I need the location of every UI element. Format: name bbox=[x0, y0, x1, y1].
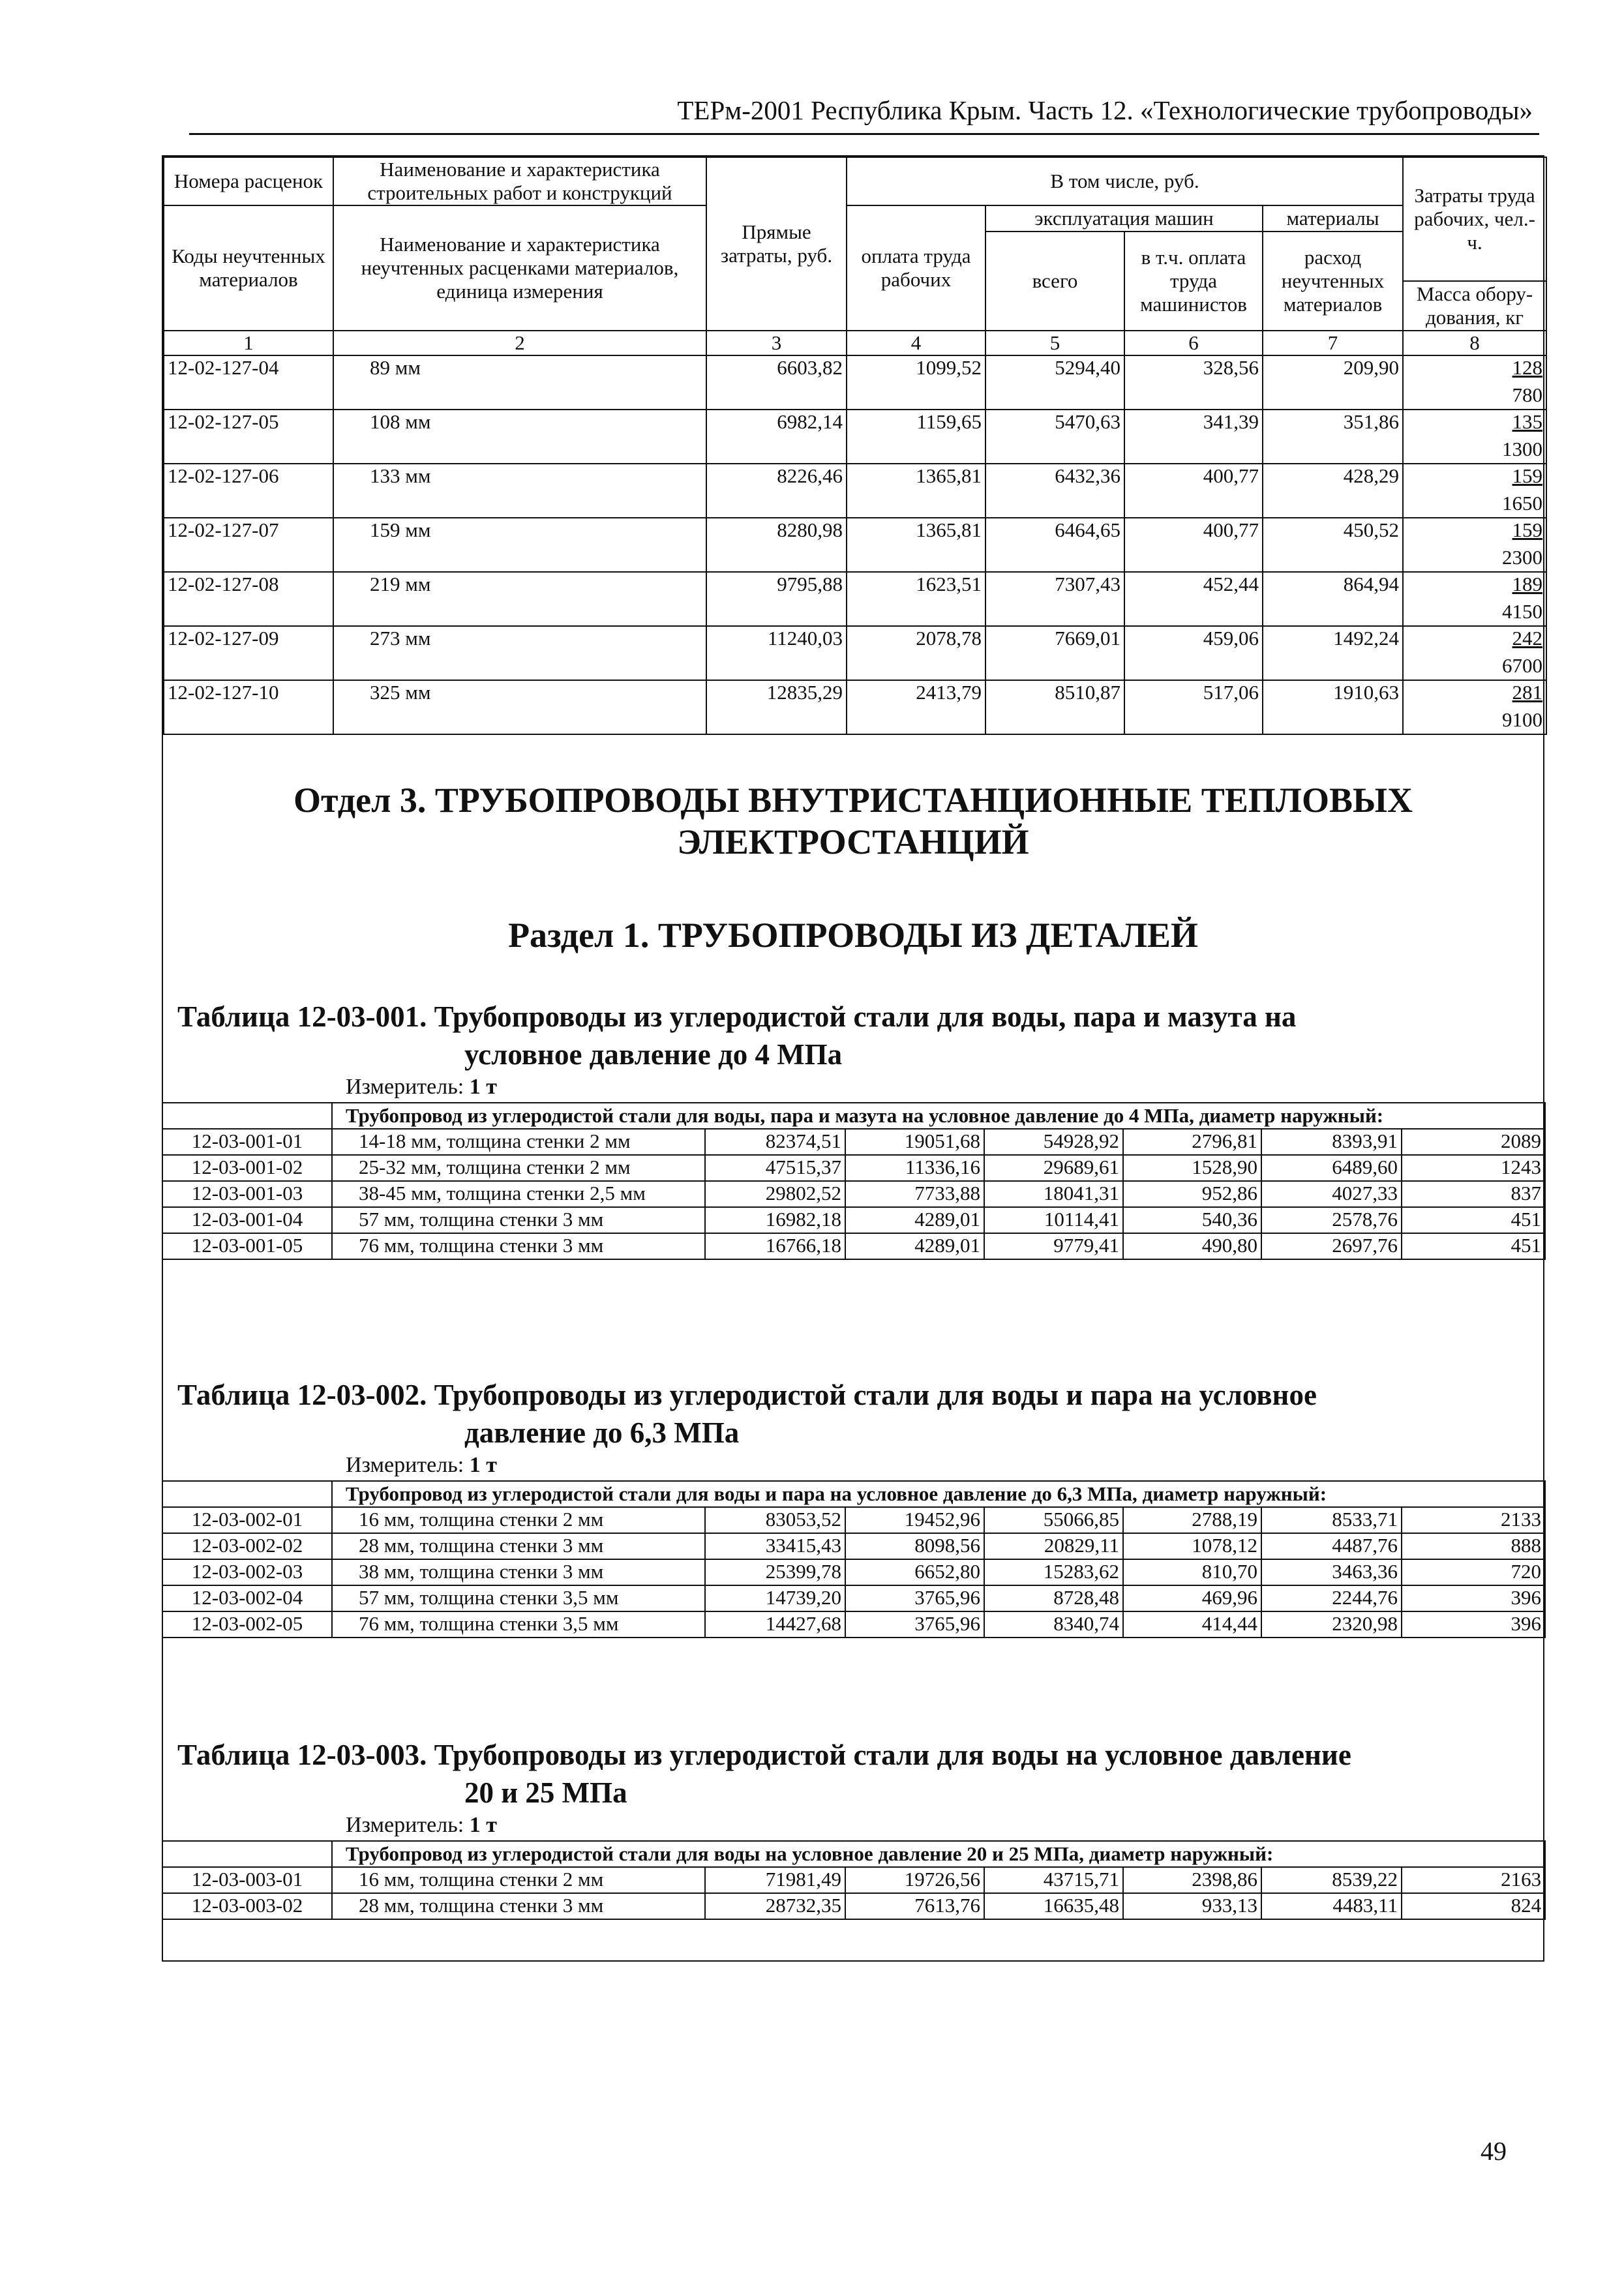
direct-cost: 11240,03 bbox=[706, 626, 847, 680]
work-name: 25-32 мм, толщина стенки 2 мм bbox=[332, 1155, 705, 1181]
labor-hours: 2089 bbox=[1402, 1129, 1545, 1155]
table-caption: Трубопровод из углеродистой стали для воды и пара на условное давление до 6,3 МПа, диаметр наружный: bbox=[332, 1481, 1545, 1507]
table-row bbox=[162, 1893, 1545, 1919]
work-name: 14-18 мм, толщина стенки 2 мм bbox=[332, 1129, 705, 1155]
caption-row bbox=[162, 1841, 1545, 1867]
machinist-pay: 933,13 bbox=[1123, 1893, 1261, 1919]
rate-code: 12-03-001-05 bbox=[162, 1233, 332, 1259]
table-row bbox=[162, 1585, 1545, 1611]
labor-hours: 396 bbox=[1402, 1611, 1545, 1638]
table-caption: Трубопровод из углеродистой стали для воды на условное давление 20 и 25 МПа, диаметр наружный: bbox=[332, 1841, 1545, 1867]
equipment-mass: 1650 bbox=[1403, 492, 1546, 518]
table-row bbox=[162, 1867, 1545, 1893]
labor-pay: 1099,52 bbox=[847, 355, 985, 410]
work-name: 16 мм, толщина стенки 2 мм bbox=[332, 1507, 705, 1533]
work-name: 57 мм, толщина стенки 3 мм bbox=[332, 1207, 705, 1233]
table-row bbox=[162, 1533, 1545, 1559]
rate-code: 12-03-002-04 bbox=[162, 1585, 332, 1611]
col-number: 1 bbox=[164, 331, 333, 355]
labor-pay: 1623,51 bbox=[847, 572, 985, 626]
direct-cost: 14739,20 bbox=[705, 1585, 845, 1611]
caption-spacer bbox=[162, 1103, 332, 1129]
labor-hours bbox=[1403, 355, 1546, 383]
header-labor-cost: Затраты труда рабочих, чел.-ч. bbox=[1403, 157, 1546, 281]
rate-code: 12-03-001-01 bbox=[162, 1129, 332, 1155]
header-materials-unaccounted: расход неучтенных материалов bbox=[1263, 232, 1403, 331]
labor-hours: 451 bbox=[1402, 1207, 1545, 1233]
materials-cost: 2578,76 bbox=[1261, 1207, 1402, 1233]
table-row bbox=[162, 1181, 1545, 1207]
header-equipment-mass: Масса обору-дования, кг bbox=[1403, 281, 1546, 331]
header-machine-total: всего bbox=[985, 232, 1124, 331]
machinist-pay: 517,06 bbox=[1124, 680, 1263, 734]
col-number: 5 bbox=[985, 331, 1124, 355]
rate-code: 12-03-003-02 bbox=[162, 1893, 332, 1919]
table-caption: Трубопровод из углеродистой стали для воды, пара и мазута на условное давление до 4 МПа, диаметр наружный: bbox=[332, 1103, 1545, 1129]
materials-cost: 428,29 bbox=[1263, 464, 1403, 518]
direct-cost: 83053,52 bbox=[705, 1507, 845, 1533]
materials-cost: 2320,98 bbox=[1261, 1611, 1402, 1638]
labor-hours-value: 281 bbox=[1512, 681, 1543, 704]
labor-hours-value: 128 bbox=[1512, 356, 1543, 379]
labor-hours-value: 159 bbox=[1512, 464, 1543, 487]
work-name: 76 мм, толщина стенки 3 мм bbox=[332, 1233, 705, 1259]
measure-unit: Измеритель: 1 т bbox=[346, 1813, 497, 1837]
labor-hours: 837 bbox=[1402, 1181, 1545, 1207]
machine-cost: 16635,48 bbox=[984, 1893, 1123, 1919]
direct-cost: 47515,37 bbox=[705, 1155, 845, 1181]
labor-pay: 19051,68 bbox=[845, 1129, 984, 1155]
col-number: 3 bbox=[706, 331, 847, 355]
measure-unit: Измеритель: 1 т bbox=[346, 1453, 497, 1477]
work-name: 76 мм, толщина стенки 3,5 мм bbox=[332, 1611, 705, 1638]
work-name: 28 мм, толщина стенки 3 мм bbox=[332, 1533, 705, 1559]
machinist-pay: 328,56 bbox=[1124, 355, 1263, 410]
materials-cost: 1492,24 bbox=[1263, 626, 1403, 680]
work-name: 219 мм bbox=[333, 572, 706, 626]
materials-cost: 4483,11 bbox=[1261, 1893, 1402, 1919]
materials-cost: 450,52 bbox=[1263, 518, 1403, 572]
equipment-mass: 6700 bbox=[1403, 654, 1546, 680]
data-table-12-03-003 bbox=[162, 1840, 1546, 1920]
table-row bbox=[162, 1155, 1545, 1181]
direct-cost: 12835,29 bbox=[706, 680, 847, 734]
measure-unit: Измеритель: 1 т bbox=[346, 1075, 497, 1099]
labor-hours: 2163 bbox=[1402, 1867, 1545, 1893]
table-row bbox=[162, 1611, 1545, 1638]
labor-pay: 19452,96 bbox=[845, 1507, 984, 1533]
materials-cost: 8539,22 bbox=[1261, 1867, 1402, 1893]
col-number: 4 bbox=[847, 331, 985, 355]
rate-code: 12-02-127-09 bbox=[164, 626, 333, 680]
work-name: 16 мм, толщина стенки 2 мм bbox=[332, 1867, 705, 1893]
data-table-12-03-002 bbox=[162, 1480, 1546, 1638]
direct-cost: 28732,35 bbox=[705, 1893, 845, 1919]
header-rate-numbers: Номера расценок bbox=[164, 157, 333, 205]
labor-pay: 3765,96 bbox=[845, 1611, 984, 1638]
labor-hours bbox=[1403, 626, 1546, 654]
machine-cost: 54928,92 bbox=[984, 1129, 1123, 1155]
machine-cost: 18041,31 bbox=[984, 1181, 1123, 1207]
machine-cost: 20829,11 bbox=[984, 1533, 1123, 1559]
machinist-pay: 341,39 bbox=[1124, 410, 1263, 464]
work-name: 38-45 мм, толщина стенки 2,5 мм bbox=[332, 1181, 705, 1207]
machinist-pay: 459,06 bbox=[1124, 626, 1263, 680]
subsection-title: Раздел 1. ТРУБОПРОВОДЫ ИЗ ДЕТАЛЕЙ bbox=[508, 916, 1198, 955]
machine-cost: 5294,40 bbox=[985, 355, 1124, 410]
materials-cost: 2697,76 bbox=[1261, 1233, 1402, 1259]
col-number: 2 bbox=[333, 331, 706, 355]
machinist-pay: 414,44 bbox=[1123, 1611, 1261, 1638]
materials-cost: 8533,71 bbox=[1261, 1507, 1402, 1533]
labor-hours: 888 bbox=[1402, 1533, 1545, 1559]
rate-code: 12-02-127-08 bbox=[164, 572, 333, 626]
table-row bbox=[162, 1129, 1545, 1155]
table-row bbox=[164, 518, 1546, 546]
work-name: 57 мм, толщина стенки 3,5 мм bbox=[332, 1585, 705, 1611]
work-name: 89 мм bbox=[333, 355, 706, 410]
machinist-pay: 490,80 bbox=[1123, 1233, 1261, 1259]
labor-hours-value: 189 bbox=[1512, 573, 1543, 595]
direct-cost: 6603,82 bbox=[706, 355, 847, 410]
header-material-codes: Коды неучтенных материалов bbox=[164, 205, 333, 331]
data-table-12-03-001 bbox=[162, 1102, 1546, 1260]
materials-cost: 6489,60 bbox=[1261, 1155, 1402, 1181]
equipment-mass: 4150 bbox=[1403, 600, 1546, 626]
materials-cost: 2244,76 bbox=[1261, 1585, 1402, 1611]
machine-cost: 8728,48 bbox=[984, 1585, 1123, 1611]
labor-pay: 1159,65 bbox=[847, 410, 985, 464]
machine-cost: 9779,41 bbox=[984, 1233, 1123, 1259]
direct-cost: 82374,51 bbox=[705, 1129, 845, 1155]
labor-pay: 7733,88 bbox=[845, 1181, 984, 1207]
header-materials: материалы bbox=[1263, 205, 1403, 232]
labor-hours: 824 bbox=[1402, 1893, 1545, 1919]
direct-cost: 16766,18 bbox=[705, 1233, 845, 1259]
machine-cost: 55066,85 bbox=[984, 1507, 1123, 1533]
machine-cost: 8510,87 bbox=[985, 680, 1124, 734]
rate-code: 12-03-003-01 bbox=[162, 1867, 332, 1893]
table-title: Таблица 12-03-002. Трубопроводы из углеродистой стали для воды и пара на условное давление до 6,3 МПа bbox=[177, 1379, 1317, 1449]
labor-pay: 1365,81 bbox=[847, 464, 985, 518]
labor-pay: 19726,56 bbox=[845, 1867, 984, 1893]
header-machinist-pay: в т.ч. оплата труда машинистов bbox=[1124, 232, 1263, 331]
header-labor-pay: оплата труда рабочих bbox=[847, 205, 985, 331]
header-number-row bbox=[164, 331, 1546, 355]
rate-code: 12-03-002-02 bbox=[162, 1533, 332, 1559]
labor-pay: 7613,76 bbox=[845, 1893, 984, 1919]
labor-hours bbox=[1403, 680, 1546, 708]
rate-code: 12-03-001-04 bbox=[162, 1207, 332, 1233]
machinist-pay: 952,86 bbox=[1123, 1181, 1261, 1207]
machine-cost: 5470,63 bbox=[985, 410, 1124, 464]
materials-cost: 209,90 bbox=[1263, 355, 1403, 410]
rate-code: 12-03-002-03 bbox=[162, 1559, 332, 1585]
col-number: 8 bbox=[1403, 331, 1546, 355]
labor-hours: 720 bbox=[1402, 1559, 1545, 1585]
running-header: ТЕРм-2001 Республика Крым. Часть 12. «Технологические трубопроводы» bbox=[677, 95, 1533, 125]
materials-cost: 4027,33 bbox=[1261, 1181, 1402, 1207]
header-work-name: Наименование и характеристика строительных работ и конструкций bbox=[333, 157, 706, 205]
labor-hours bbox=[1403, 410, 1546, 438]
equipment-mass: 1300 bbox=[1403, 438, 1546, 464]
labor-hours bbox=[1403, 572, 1546, 600]
direct-cost: 14427,68 bbox=[705, 1611, 845, 1638]
direct-cost: 25399,78 bbox=[705, 1559, 845, 1585]
direct-cost: 6982,14 bbox=[706, 410, 847, 464]
machine-cost: 6464,65 bbox=[985, 518, 1124, 572]
table-row bbox=[164, 464, 1546, 492]
labor-hours-value: 135 bbox=[1512, 410, 1543, 433]
machinist-pay: 2788,19 bbox=[1123, 1507, 1261, 1533]
table-row bbox=[164, 626, 1546, 654]
machinist-pay: 540,36 bbox=[1123, 1207, 1261, 1233]
rate-code: 12-02-127-10 bbox=[164, 680, 333, 734]
machinist-pay: 810,70 bbox=[1123, 1559, 1261, 1585]
labor-pay: 4289,01 bbox=[845, 1233, 984, 1259]
main-table bbox=[163, 157, 1547, 741]
labor-hours bbox=[1403, 464, 1546, 492]
table-title: Таблица 12-03-003. Трубопроводы из углеродистой стали для воды на условное давление 20 и 25 МПа bbox=[177, 1739, 1351, 1809]
equipment-mass: 780 bbox=[1403, 383, 1546, 410]
work-name: 38 мм, толщина стенки 3 мм bbox=[332, 1559, 705, 1585]
direct-cost: 16982,18 bbox=[705, 1207, 845, 1233]
machine-cost: 7307,43 bbox=[985, 572, 1124, 626]
work-name: 28 мм, толщина стенки 3 мм bbox=[332, 1893, 705, 1919]
rate-code: 12-03-002-01 bbox=[162, 1507, 332, 1533]
materials-cost: 3463,36 bbox=[1261, 1559, 1402, 1585]
work-name: 273 мм bbox=[333, 626, 706, 680]
header-including: В том числе, руб. bbox=[847, 157, 1403, 205]
materials-cost: 864,94 bbox=[1263, 572, 1403, 626]
labor-pay: 4289,01 bbox=[845, 1207, 984, 1233]
machinist-pay: 469,96 bbox=[1123, 1585, 1261, 1611]
header-material-name: Наименование и характеристика неучтенных расценками материалов, единица измерения bbox=[333, 205, 706, 331]
labor-hours: 2133 bbox=[1402, 1507, 1545, 1533]
table-row bbox=[162, 1507, 1545, 1533]
filler-cell bbox=[164, 734, 1546, 741]
machinist-pay: 2398,86 bbox=[1123, 1867, 1261, 1893]
table-row bbox=[164, 355, 1546, 383]
work-name: 325 мм bbox=[333, 680, 706, 734]
direct-cost: 8280,98 bbox=[706, 518, 847, 572]
header-machine-operation: эксплуатация машин bbox=[985, 205, 1263, 232]
rate-code: 12-02-127-07 bbox=[164, 518, 333, 572]
page-number: 49 bbox=[1481, 2136, 1507, 2166]
table-127-body bbox=[164, 355, 1546, 741]
machine-cost: 6432,36 bbox=[985, 464, 1124, 518]
direct-cost: 8226,46 bbox=[706, 464, 847, 518]
rate-code: 12-02-127-06 bbox=[164, 464, 333, 518]
materials-cost: 8393,91 bbox=[1261, 1129, 1402, 1155]
equipment-mass: 2300 bbox=[1403, 546, 1546, 572]
header-rule bbox=[189, 133, 1539, 135]
direct-cost: 33415,43 bbox=[705, 1533, 845, 1559]
col-number: 6 bbox=[1124, 331, 1263, 355]
labor-pay: 3765,96 bbox=[845, 1585, 984, 1611]
direct-cost: 71981,49 bbox=[705, 1867, 845, 1893]
caption-spacer bbox=[162, 1481, 332, 1507]
header-direct-costs: Прямые затраты, руб. bbox=[706, 157, 847, 331]
labor-pay: 8098,56 bbox=[845, 1533, 984, 1559]
labor-hours bbox=[1403, 518, 1546, 546]
table-row bbox=[162, 1207, 1545, 1233]
equipment-mass: 9100 bbox=[1403, 708, 1546, 734]
machine-cost: 43715,71 bbox=[984, 1867, 1123, 1893]
rate-code: 12-02-127-04 bbox=[164, 355, 333, 410]
work-name: 133 мм bbox=[333, 464, 706, 518]
caption-spacer bbox=[162, 1841, 332, 1867]
materials-cost: 351,86 bbox=[1263, 410, 1403, 464]
machinist-pay: 400,77 bbox=[1124, 518, 1263, 572]
rate-code: 12-02-127-05 bbox=[164, 410, 333, 464]
machinist-pay: 1528,90 bbox=[1123, 1155, 1261, 1181]
machine-cost: 8340,74 bbox=[984, 1611, 1123, 1638]
caption-row bbox=[162, 1481, 1545, 1507]
machinist-pay: 400,77 bbox=[1124, 464, 1263, 518]
rate-code: 12-03-001-02 bbox=[162, 1155, 332, 1181]
labor-hours: 396 bbox=[1402, 1585, 1545, 1611]
machinist-pay: 452,44 bbox=[1124, 572, 1263, 626]
caption-row bbox=[162, 1103, 1545, 1129]
labor-hours: 1243 bbox=[1402, 1155, 1545, 1181]
materials-cost: 4487,76 bbox=[1261, 1533, 1402, 1559]
labor-pay: 11336,16 bbox=[845, 1155, 984, 1181]
table-title: Таблица 12-03-001. Трубопроводы из углеродистой стали для воды, пара и мазута на условное давление до 4 МПа bbox=[177, 1000, 1297, 1071]
table-row bbox=[164, 572, 1546, 600]
machine-cost: 29689,61 bbox=[984, 1155, 1123, 1181]
machinist-pay: 1078,12 bbox=[1123, 1533, 1261, 1559]
work-name: 108 мм bbox=[333, 410, 706, 464]
table-row bbox=[164, 410, 1546, 438]
section-title: Отдел 3. ТРУБОПРОВОДЫ ВНУТРИСТАНЦИОННЫЕ ТЕПЛОВЫХ ЭЛЕКТРОСТАНЦИЙ bbox=[293, 781, 1413, 861]
machine-cost: 10114,41 bbox=[984, 1207, 1123, 1233]
table-row bbox=[162, 1233, 1545, 1259]
labor-pay: 2413,79 bbox=[847, 680, 985, 734]
labor-hours: 451 bbox=[1402, 1233, 1545, 1259]
labor-pay: 2078,78 bbox=[847, 626, 985, 680]
table-row bbox=[164, 680, 1546, 708]
machine-cost: 7669,01 bbox=[985, 626, 1124, 680]
filler-row bbox=[164, 734, 1546, 741]
rate-code: 12-03-001-03 bbox=[162, 1181, 332, 1207]
machinist-pay: 2796,81 bbox=[1123, 1129, 1261, 1155]
labor-hours-value: 242 bbox=[1512, 627, 1543, 650]
table-row bbox=[162, 1559, 1545, 1585]
labor-pay: 1365,81 bbox=[847, 518, 985, 572]
labor-hours-value: 159 bbox=[1512, 518, 1543, 541]
work-name: 159 мм bbox=[333, 518, 706, 572]
materials-cost: 1910,63 bbox=[1263, 680, 1403, 734]
labor-pay: 6652,80 bbox=[845, 1559, 984, 1585]
rate-code: 12-03-002-05 bbox=[162, 1611, 332, 1638]
machine-cost: 15283,62 bbox=[984, 1559, 1123, 1585]
direct-cost: 29802,52 bbox=[705, 1181, 845, 1207]
col-number: 7 bbox=[1263, 331, 1403, 355]
direct-cost: 9795,88 bbox=[706, 572, 847, 626]
